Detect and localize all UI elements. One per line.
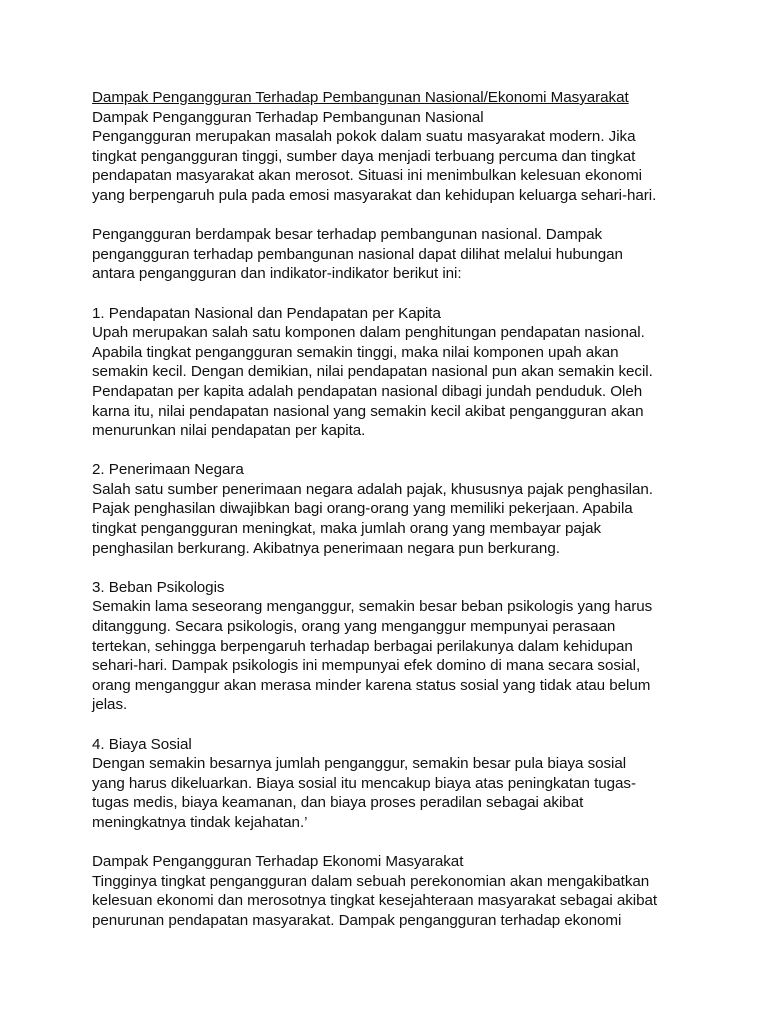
paragraph-line: semakin kecil. Dengan demikian, nilai pendapatan nasional pun akan semakin kecil. bbox=[92, 363, 653, 381]
paragraph-line: Pengangguran merupakan masalah pokok dalam suatu masyarakat modern. Jika bbox=[92, 128, 636, 146]
paragraph-line: pengangguran terhadap pembangunan nasional dapat dilihat melalui hubungan bbox=[92, 245, 623, 263]
paragraph-first-line: 3. Beban Psikologis bbox=[92, 578, 225, 596]
paragraph-line: tingkat pengangguran meningkat, maka jumlah orang yang membayar pajak bbox=[92, 520, 602, 538]
paragraph-first-line: 2. Penerimaan Negara bbox=[92, 461, 244, 479]
paragraph-line: Pajak penghasilan diwajibkan bagi orang-orang yang memiliki pekerjaan. Apabila bbox=[92, 500, 633, 518]
paragraph-first-line: Pengangguran berdampak besar terhadap pembangunan nasional. Dampak bbox=[92, 226, 603, 244]
paragraph bbox=[92, 852, 692, 930]
paragraph-gap bbox=[92, 833, 692, 853]
paragraph-line: Apabila tingkat pengangguran semakin tinggi, maka nilai komponen upah akan bbox=[92, 343, 619, 361]
paragraph-gap bbox=[92, 206, 692, 226]
paragraph-line: kelesuan ekonomi dan merosotnya tingkat kesejahteraan masyarakat sebagai akibat bbox=[92, 892, 658, 910]
paragraph-gap bbox=[92, 284, 692, 304]
paragraph-line: yang berpengaruh pula pada emosi masyarakat dan kehidupan keluarga sehari-hari. bbox=[92, 186, 657, 204]
paragraph-line: Dengan semakin besarnya jumlah penganggur, semakin besar pula biaya sosial bbox=[92, 755, 627, 773]
paragraph-line: sehari-hari. Dampak psikologis ini mempunyai efek domino di mana secara sosial, bbox=[92, 657, 641, 675]
paragraph-line: Pendapatan per kapita adalah pendapatan nasional dibagi jundah penduduk. Oleh bbox=[92, 382, 643, 400]
document-page bbox=[92, 88, 692, 931]
paragraph-line: meningkatnya tindak kejahatan.’ bbox=[92, 813, 308, 831]
paragraph bbox=[92, 225, 692, 284]
paragraph bbox=[92, 108, 692, 206]
paragraph-line: tugas medis, biaya keamanan, dan biaya proses peradilan sebagai akibat bbox=[92, 794, 584, 812]
document-body bbox=[92, 108, 692, 931]
paragraph bbox=[92, 460, 692, 558]
paragraph-gap bbox=[92, 715, 692, 735]
paragraph-line: penghasilan berkurang. Akibatnya penerimaan negara pun berkurang. bbox=[92, 539, 560, 557]
paragraph-line: ditanggung. Secara psikologis, orang yang menganggur mempunyai perasaan bbox=[92, 618, 616, 636]
paragraph-line: yang harus dikeluarkan. Biaya sosial itu mencakup biaya atas peningkatan tugas- bbox=[92, 774, 636, 792]
paragraph-line: tingkat pengangguran tinggi, sumber daya menjadi terbuang percuma dan tingkat bbox=[92, 147, 636, 165]
paragraph-line: karna itu, nilai pendapatan nasional yang semakin kecil akibat pengangguran akan bbox=[92, 402, 644, 420]
paragraph-line: jelas. bbox=[92, 696, 128, 714]
paragraph bbox=[92, 304, 692, 441]
paragraph-line: Salah satu sumber penerimaan negara adalah pajak, khususnya pajak penghasilan. bbox=[92, 480, 653, 498]
paragraph-first-line: Dampak Pengangguran Terhadap Pembangunan Nasional bbox=[92, 108, 484, 126]
paragraph-line: menurunkan nilai pendapatan per kapita. bbox=[92, 422, 366, 440]
paragraph-gap bbox=[92, 441, 692, 461]
paragraph bbox=[92, 735, 692, 833]
paragraph-first-line: Dampak Pengangguran Terhadap Ekonomi Masyarakat bbox=[92, 853, 464, 871]
paragraph bbox=[92, 578, 692, 715]
paragraph-line: pendapatan masyarakat akan merosot. Situasi ini menimbulkan kelesuan ekonomi bbox=[92, 167, 643, 185]
document-title: Dampak Pengangguran Terhadap Pembangunan Nasional/Ekonomi Masyarakat bbox=[92, 89, 629, 106]
paragraph-line: antara pengangguran dan indikator-indikator berikut ini: bbox=[92, 265, 462, 283]
paragraph-line: penurunan pendapatan masyarakat. Dampak pengangguran terhadap ekonomi bbox=[92, 911, 622, 929]
paragraph-line: Tingginya tingkat pengangguran dalam sebuah perekonomian akan mengakibatkan bbox=[92, 872, 650, 890]
paragraph-first-line: 1. Pendapatan Nasional dan Pendapatan per Kapita bbox=[92, 304, 441, 322]
paragraph-line: tertekan, sehingga berpengaruh terhadap berbagai perilakunya dalam kehidupan bbox=[92, 637, 633, 655]
paragraph-line: Semakin lama seseorang menganggur, semakin besar beban psikologis yang harus bbox=[92, 598, 653, 616]
paragraph-gap bbox=[92, 558, 692, 578]
paragraph-first-line: 4. Biaya Sosial bbox=[92, 735, 192, 753]
paragraph-line: orang menganggur akan merasa minder karena status sosial yang tidak atau belum bbox=[92, 676, 651, 694]
paragraph-line: Upah merupakan salah satu komponen dalam penghitungan pendapatan nasional. bbox=[92, 324, 645, 342]
